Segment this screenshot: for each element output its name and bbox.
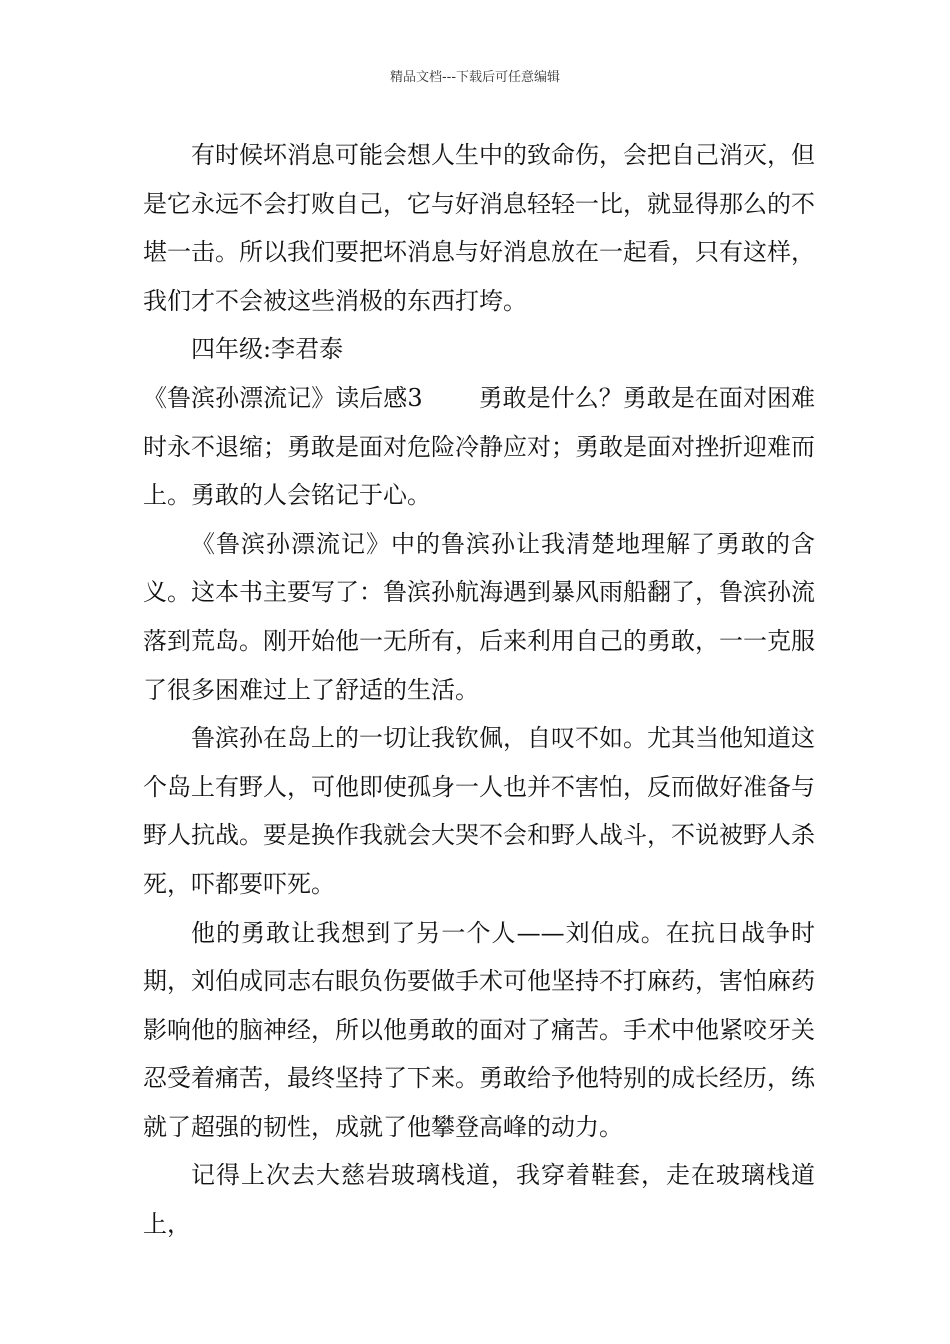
section-title: 《鲁滨孙漂流记》读后感3: [143, 383, 423, 412]
paragraph-6: 他的勇敢让我想到了另一个人——刘伯成。在抗日战争时期，刘伯成同志右眼负伤要做手术可他坚持不打麻药，害怕麻药影响他的脑神经，所以他勇敢的面对了痛苦。手术中他紧咬牙关忍受着痛苦，最终坚持了下来。勇敢给予他特别的成长经历，练就了超强的韧性，成就了他攀登高峰的动力。: [143, 918, 815, 1141]
paragraph-7: 记得上次去大慈岩玻璃栈道，我穿着鞋套，走在玻璃栈道上，: [143, 1161, 815, 1239]
paragraph-5: 鲁滨孙在岛上的一切让我钦佩，自叹不如。尤其当他知道这个岛上有野人，可他即使孤身一人也并不害怕，反而做好准备与野人抗战。要是换作我就会大哭不会和野人战斗，不说被野人杀死，吓都要吓死。: [143, 724, 815, 898]
paragraph-4: 《鲁滨孙漂流记》中的鲁滨孙让我清楚地理解了勇敢的含义。这本书主要写了：鲁滨孙航海遇到暴风雨船翻了，鲁滨孙流落到荒岛。刚开始他一无所有，后来利用自己的勇敢，一一克服了很多困难过上了舒适的生活。: [143, 529, 815, 704]
page-header: 精品文档---下载后可任意编辑: [389, 70, 561, 85]
section-intro: 勇敢是什么？勇敢是在面对困难时永不退缩；勇敢是面对危险冷静应对；勇敢是面对挫折迎难而上。勇敢的人会铭记于心。: [143, 383, 815, 510]
author-line: 四年级:李君泰: [191, 335, 344, 364]
paragraph-1: 有时候坏消息可能会想人生中的致命伤，会把自己消灭，但是它永远不会打败自己，它与好消息轻轻一比，就显得那么的不堪一击。所以我们要把坏消息与好消息放在一起看，只有这样，我们才不会被这些消极的东西打垮。: [143, 141, 815, 315]
document-body: [143, 131, 815, 1249]
paragraph-section-3: [143, 374, 815, 520]
